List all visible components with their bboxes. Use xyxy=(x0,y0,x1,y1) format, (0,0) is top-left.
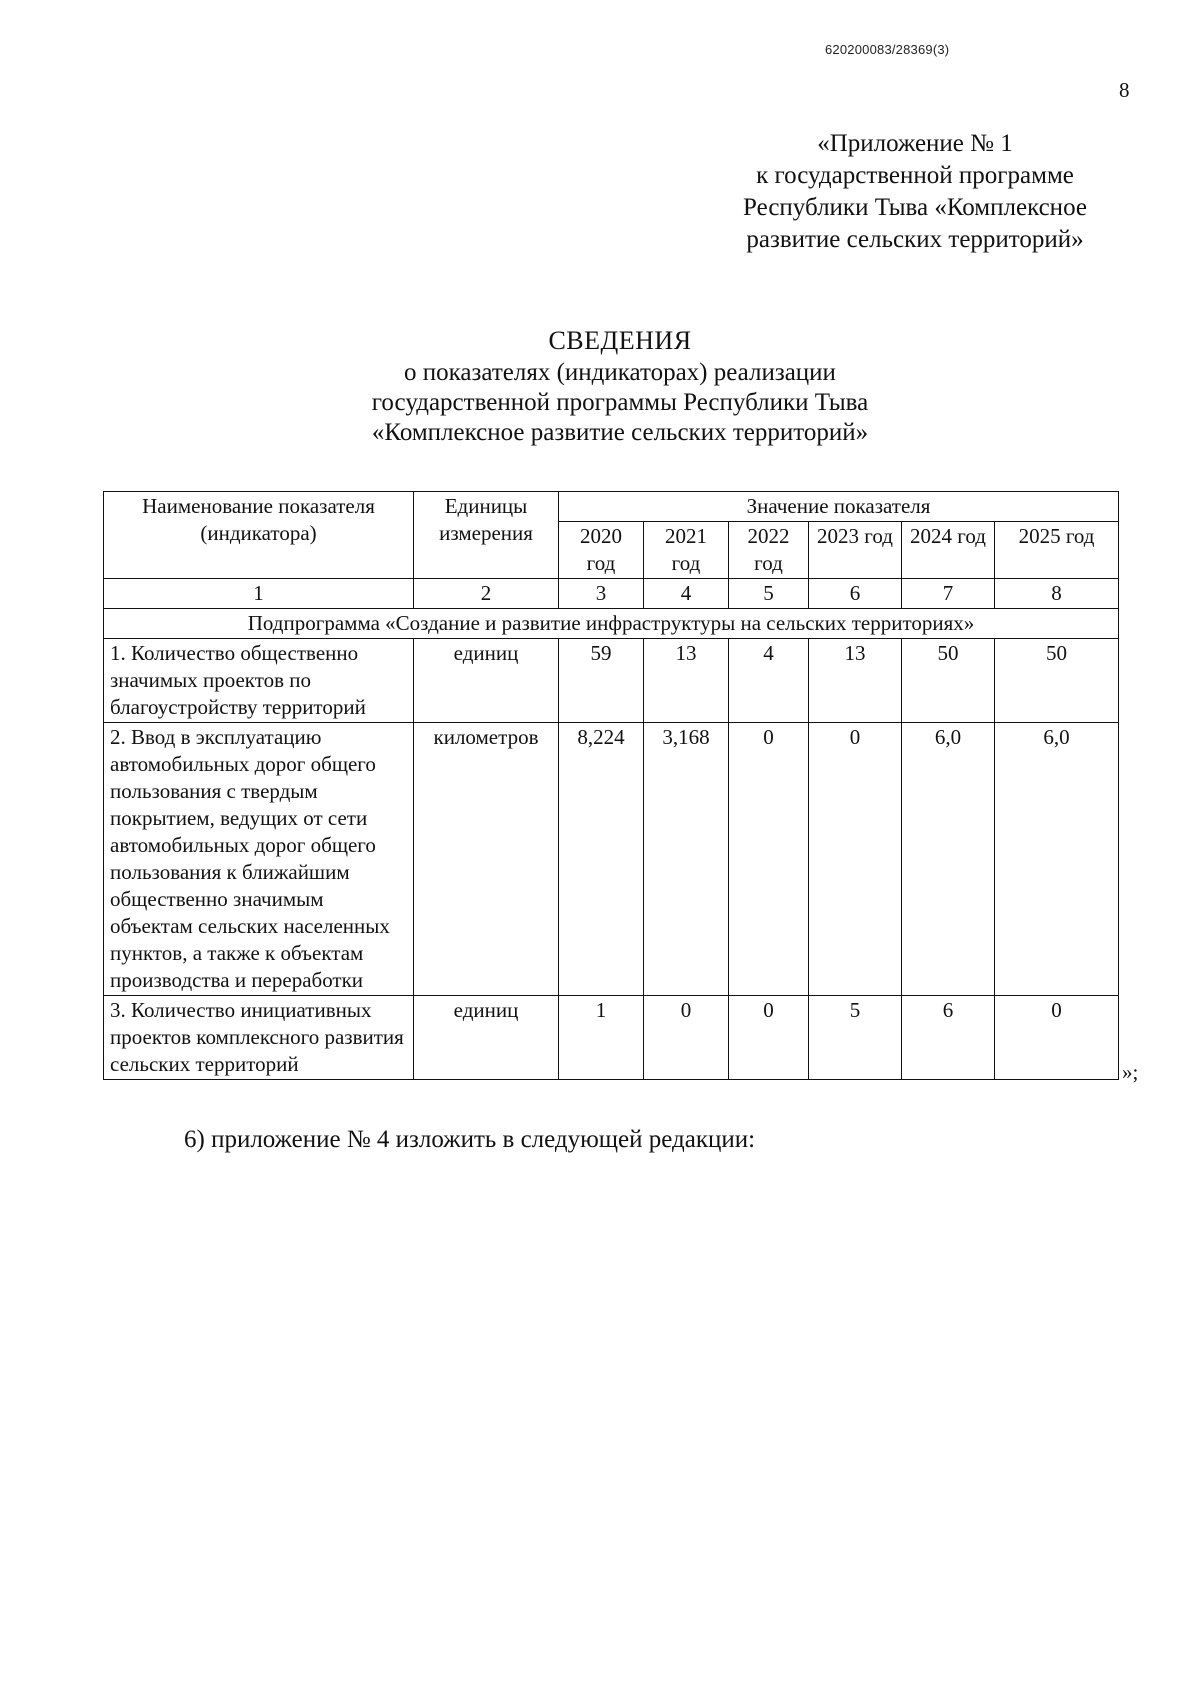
appendix-header xyxy=(690,128,1140,256)
indicator-value: 0 xyxy=(995,996,1119,1080)
column-number: 5 xyxy=(729,579,809,609)
title-line: о показателях (индикаторах) реализации xyxy=(404,359,836,386)
page-number: 8 xyxy=(1119,78,1130,102)
appendix-header-line: развитие сельских территорий» xyxy=(746,226,1084,253)
subprogram-row xyxy=(104,609,1119,639)
indicator-name: 3. Количество инициативных проектов комплексного развития сельских территорий xyxy=(104,996,414,1080)
indicator-unit: единиц xyxy=(414,996,559,1080)
amendment-instruction: 6) приложение № 4 изложить в следующей редакции: xyxy=(184,1126,756,1153)
header-year: 2023 год xyxy=(809,522,902,579)
subprogram-title: Подпрограмма «Создание и развитие инфраструктуры на сельских территориях» xyxy=(104,609,1119,639)
column-number: 7 xyxy=(902,579,995,609)
indicator-value: 3,168 xyxy=(644,723,729,996)
indicator-value: 0 xyxy=(809,723,902,996)
document-title xyxy=(250,326,990,448)
indicator-value: 50 xyxy=(995,639,1119,723)
closing-quote-mark: »; xyxy=(1122,1060,1139,1084)
column-number: 8 xyxy=(995,579,1119,609)
table-header-row xyxy=(104,492,1119,522)
table-row xyxy=(104,639,1119,723)
header-year: 2024 год xyxy=(902,522,995,579)
header-name: Наименование показателя (индикатора) xyxy=(104,492,414,579)
column-number: 1 xyxy=(104,579,414,609)
header-value-group: Значение показателя xyxy=(559,492,1119,522)
appendix-header-line: к государственной программе xyxy=(756,162,1074,189)
header-unit: Единицы измерения xyxy=(414,492,559,579)
indicator-value: 0 xyxy=(729,996,809,1080)
indicator-name: 1. Количество общественно значимых проектов по благоустройству территорий xyxy=(104,639,414,723)
column-number-row xyxy=(104,579,1119,609)
header-year: 2021 год xyxy=(644,522,729,579)
indicator-unit: километров xyxy=(414,723,559,996)
column-number: 2 xyxy=(414,579,559,609)
indicator-value: 13 xyxy=(644,639,729,723)
document-code: 620200083/28369(3) xyxy=(825,42,950,57)
appendix-header-line: Республики Тыва «Комплексное xyxy=(743,194,1087,221)
header-year: 2022 год xyxy=(729,522,809,579)
appendix-header-line: «Приложение № 1 xyxy=(817,130,1013,157)
title-line: государственной программы Республики Тыва xyxy=(371,389,869,416)
indicator-name: 2. Ввод в эксплуатацию автомобильных дорог общего пользования с твердым покрытием, ведущих от сети автомобильных дорог общего пользования к ближайшим общественно значимым объектам сельских населенных пунктов, а также к объектам производства и переработки xyxy=(104,723,414,996)
indicator-unit: единиц xyxy=(414,639,559,723)
indicator-value: 1 xyxy=(559,996,644,1080)
indicator-value: 4 xyxy=(729,639,809,723)
indicator-value: 59 xyxy=(559,639,644,723)
indicator-value: 5 xyxy=(809,996,902,1080)
header-year: 2025 год xyxy=(995,522,1119,579)
indicator-value: 0 xyxy=(644,996,729,1080)
header-year: 2020 год xyxy=(559,522,644,579)
column-number: 3 xyxy=(559,579,644,609)
column-number: 4 xyxy=(644,579,729,609)
title-main: СВЕДЕНИЯ xyxy=(548,326,692,355)
indicator-value: 13 xyxy=(809,639,902,723)
column-number: 6 xyxy=(809,579,902,609)
indicator-value: 6,0 xyxy=(902,723,995,996)
indicator-value: 6,0 xyxy=(995,723,1119,996)
indicators-table xyxy=(103,491,1119,1080)
indicator-value: 6 xyxy=(902,996,995,1080)
table-row xyxy=(104,996,1119,1080)
title-line: «Комплексное развитие сельских территорий» xyxy=(371,419,869,446)
indicator-value: 0 xyxy=(729,723,809,996)
indicator-value: 50 xyxy=(902,639,995,723)
table-row xyxy=(104,723,1119,996)
indicator-value: 8,224 xyxy=(559,723,644,996)
